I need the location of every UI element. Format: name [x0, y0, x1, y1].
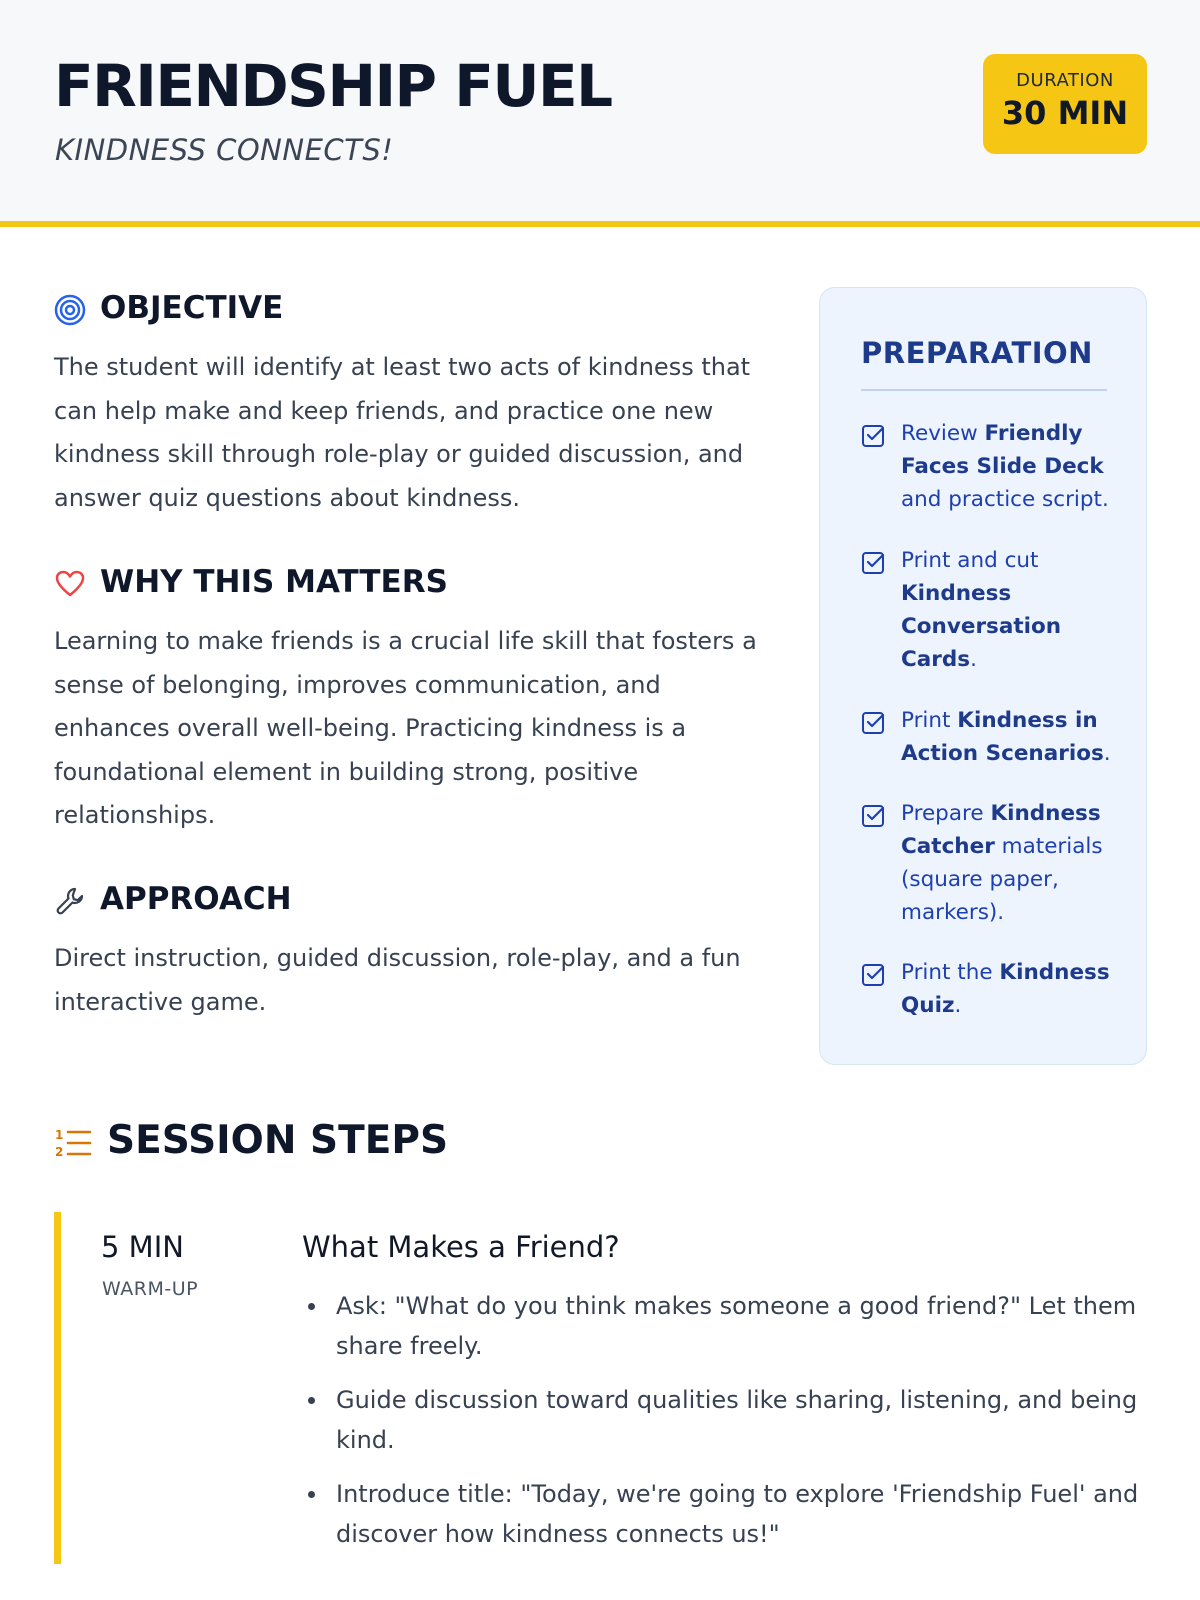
prep-item-text: Review Friendly Faces Slide Deck and practice script.	[901, 421, 1109, 512]
checkbox-icon	[861, 962, 887, 988]
approach-text: Direct instruction, guided discussion, role-play, and a fun interactive game.	[54, 944, 741, 1016]
why-text: Learning to make friends is a crucial life skill that fosters a sense of belonging, improves communication, and enhances overall well-being. Practicing kindness is a foundational element in building strong, positive relationships.	[54, 627, 757, 829]
objective-text: The student will identify at least two acts of kindness that can help make and keep friends, and practice one new kindness skill through role-play or guided discussion, and answer quiz questions about kindness.	[54, 353, 751, 512]
step-bullet: Introduce title: "Today, we're going to explore 'Friendship Fuel' and discover how kindness connects us!"	[302, 1474, 1142, 1554]
step-bullet: Ask: "What do you think makes someone a good friend?" Let them share freely.	[302, 1286, 1142, 1366]
objective-heading-text: OBJECTIVE	[100, 290, 284, 326]
prep-item-text: Prepare Kindness Catcher materials (square paper, markers).	[901, 801, 1103, 925]
header	[0, 0, 1200, 227]
step-phase: WARM-UP	[102, 1278, 199, 1300]
page-title: FRIENDSHIP FUEL	[54, 52, 612, 120]
step-bullet-list	[302, 1286, 1142, 1568]
svg-text:2: 2	[55, 1145, 64, 1159]
checkbox-icon	[861, 423, 887, 449]
prep-item-text: Print and cut Kindness Conversation Cards.	[901, 548, 1062, 672]
numbered-list-icon	[54, 1124, 92, 1162]
preparation-divider	[861, 389, 1107, 391]
target-icon	[54, 294, 86, 326]
why-heading-text: WHY THIS MATTERS	[100, 564, 448, 600]
wrench-icon	[54, 885, 86, 917]
checkbox-icon	[861, 710, 887, 736]
svg-text:1: 1	[55, 1128, 64, 1142]
duration-value: 30 MIN	[1001, 94, 1129, 132]
step-duration: 5 MIN	[101, 1230, 184, 1264]
duration-label: DURATION	[1016, 70, 1114, 91]
session-steps-heading-text: SESSION STEPS	[107, 1118, 449, 1163]
approach-heading-text: APPROACH	[100, 881, 292, 917]
duration-badge	[983, 54, 1147, 154]
prep-item-text: Print Kindness in Action Scenarios.	[901, 708, 1111, 766]
checkbox-icon	[861, 550, 887, 576]
prep-item-text: Print the Kindness Quiz.	[901, 960, 1110, 1018]
preparation-title: PREPARATION	[861, 336, 1093, 370]
checkbox-icon	[861, 803, 887, 829]
preparation-panel	[819, 287, 1147, 1065]
step-title: What Makes a Friend?	[302, 1230, 620, 1264]
step-bullet: Guide discussion toward qualities like sharing, listening, and being kind.	[302, 1380, 1142, 1460]
heart-icon	[54, 568, 86, 600]
page-subtitle: KINDNESS CONNECTS!	[55, 133, 394, 167]
session-step	[54, 1212, 1147, 1564]
